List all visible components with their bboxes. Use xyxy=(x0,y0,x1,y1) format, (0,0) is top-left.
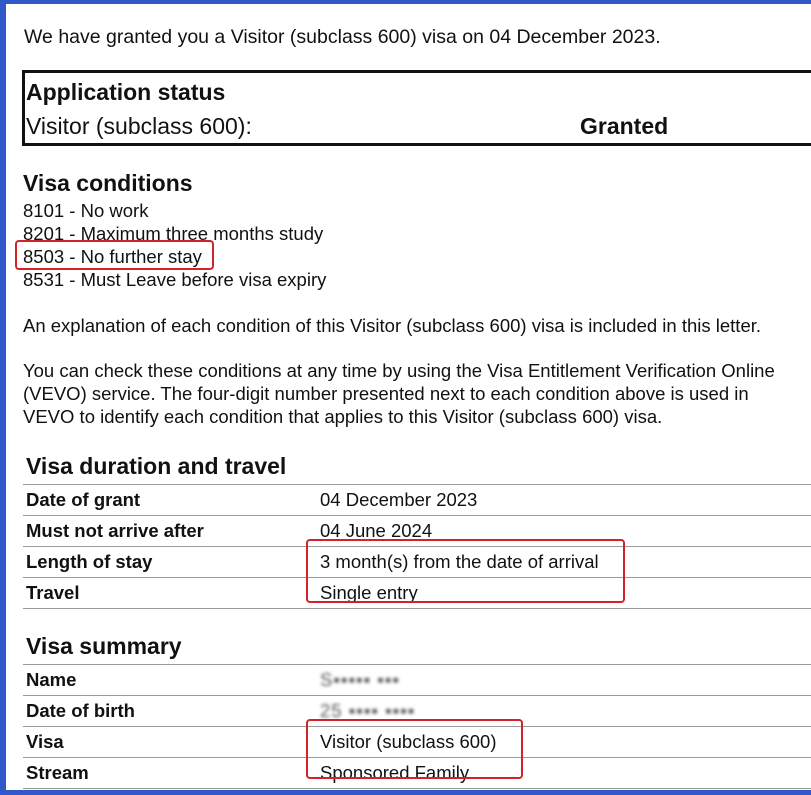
row-label: Stream xyxy=(26,762,89,783)
visa-conditions-title: Visa conditions xyxy=(23,170,193,196)
table-row xyxy=(23,484,811,515)
application-status-title: Application status xyxy=(26,79,226,105)
stay-travel-highlight xyxy=(306,539,625,603)
redacted-name-value: S▪▪▪▪▪ ▪▪▪ xyxy=(320,669,400,690)
row-label: Date of grant xyxy=(26,489,141,510)
conditions-explanation: An explanation of each condition of this Visitor (subclass 600) visa is included in this letter. xyxy=(23,315,762,336)
row-label: Travel xyxy=(26,582,80,603)
vevo-paragraph-line: VEVO to identify each condition that applies to this Visitor (subclass 600) visa. xyxy=(23,406,663,427)
row-label: Name xyxy=(26,669,77,690)
condition-item: 8201 - Maximum three months study xyxy=(23,223,324,244)
row-value: 04 June 2024 xyxy=(320,520,433,541)
vevo-paragraph-line: (VEVO) service. The four-digit number presented next to each condition above is used in xyxy=(23,383,749,404)
condition-item: 8531 - Must Leave before visa expiry xyxy=(23,269,327,290)
row-value: Visitor (subclass 600) xyxy=(320,731,497,752)
vevo-paragraph-line: You can check these conditions at any time by using the Visa Entitlement Verification Online xyxy=(23,360,775,381)
condition-item: 8503 - No further stay xyxy=(23,246,202,267)
grant-letter-page xyxy=(6,4,811,790)
redacted-dob-value: 25 ▪▪▪▪ ▪▪▪▪ xyxy=(320,700,416,721)
duration-travel-title: Visa duration and travel xyxy=(26,453,287,479)
row-value: 3 month(s) from the date of arrival xyxy=(320,551,599,572)
visa-stream-highlight xyxy=(306,719,523,779)
condition-item: 8101 - No work xyxy=(23,200,149,221)
row-value: Sponsored Family xyxy=(320,762,470,783)
visa-summary-title: Visa summary xyxy=(26,633,182,659)
application-status-label: Visitor (subclass 600): xyxy=(26,113,252,139)
row-label: Length of stay xyxy=(26,551,153,572)
row-label: Must not arrive after xyxy=(26,520,204,541)
grant-intro-text: We have granted you a Visitor (subclass 600) visa on 04 December 2023. xyxy=(24,26,661,48)
row-label: Visa xyxy=(26,731,64,752)
table-row xyxy=(23,664,811,695)
row-label: Date of birth xyxy=(26,700,135,721)
application-status-value: Granted xyxy=(580,113,669,139)
condition-8503-highlight xyxy=(15,240,214,270)
row-value: Single entry xyxy=(320,582,418,603)
row-value: 04 December 2023 xyxy=(320,489,478,510)
